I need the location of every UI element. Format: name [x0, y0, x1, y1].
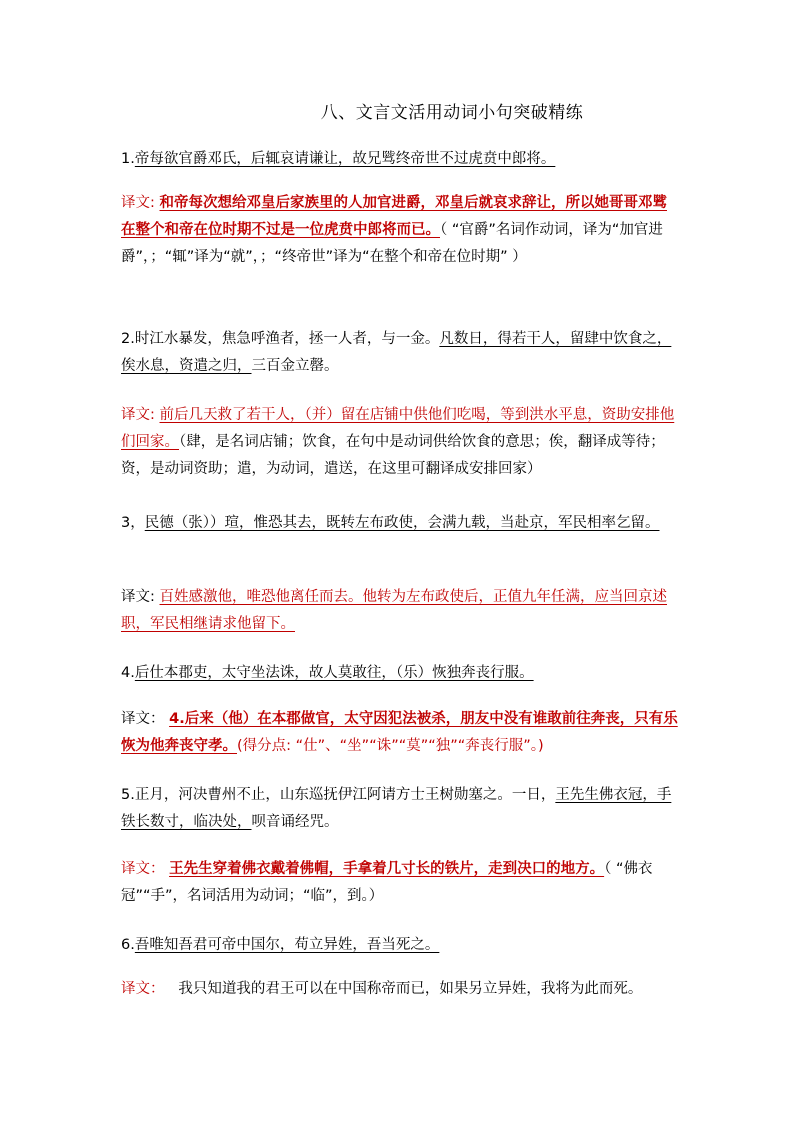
translation-label: 译文: — [121, 195, 155, 211]
translation-note: （肆，是名词店铺；饮食，在句中是动词供给饮食的意思；俟，翻译成等待；资，是动词资助；遣，为动词，遣送，在这里可翻译成安排回家） — [121, 434, 665, 477]
item-2-question — [121, 326, 681, 380]
translation-text: 前后几天救了若干人，（并）留在店铺中供他们吃喝，等到洪水平息，资助安排他们回家。 — [121, 407, 675, 450]
page-title: 八、文言文活用动词小句突破精练 — [320, 103, 584, 123]
item-number: 1. — [121, 151, 135, 167]
question-text: 帝每欲官爵邓氏，后辄哀请谦让，故兄骘终帝世不过虎贲中郎将。 — [134, 151, 556, 167]
item-1-question — [121, 146, 681, 173]
translation-text: 4.后来（他）在本郡做官，太守因犯法被杀，朋友中没有谁敢前往奔丧，只有乐恢为他奔丧守孝。 — [121, 711, 678, 754]
question-text-a: 正月，河决曹州不止，山东巡抚伊江阿请方士王树勋塞之。一日， — [134, 787, 556, 803]
question-text-b: 王先生佛衣冠，手铁长数寸，临决处， — [121, 787, 672, 830]
item-4-translation — [121, 706, 681, 760]
question-text-c: 呗音诵经咒。 — [251, 814, 339, 830]
question-text-b: 凡数日，得若干人，留肆中饮食之，俟水息，资遣之归， — [121, 331, 672, 374]
translation-text: 和帝每次想给邓皇后家族里的人加官进爵，邓皇后就哀求辞让，所以她哥哥邓骘在整个和帝在位时期不过是一位虎贲中郎将而已。 — [121, 195, 667, 238]
translation-label: 译文: — [121, 407, 155, 423]
translation-label: 译文： — [121, 861, 165, 877]
item-number: 5. — [121, 787, 135, 803]
translation-text: 我只知道我的君王可以在中国称帝而已，如果另立异姓，我将为此而死。 — [178, 981, 643, 997]
item-number: 3， — [121, 515, 145, 531]
item-4-question — [121, 660, 681, 687]
question-text: 吾唯知吾君可帝中国尔，苟立异姓，吾当死之。 — [134, 937, 440, 953]
item-3-translation — [121, 584, 681, 638]
translation-note: (得分点: “仕”、“坐”“诛”“莫”“独”“奔丧行服”。) — [237, 738, 544, 754]
item-5-translation — [121, 856, 681, 910]
translation-text: 百姓感激他，唯恐他离任而去。他转为左布政使后，正值九年任满，应当回京述职，军民相继请求他留下。 — [121, 589, 667, 632]
translation-label: 译文: — [121, 589, 155, 605]
item-1-translation — [121, 190, 681, 271]
question-text: 民德（张））瑄，惟恐其去，既转左布政使，会满九载，当赴京，军民相率乞留。 — [144, 515, 660, 531]
translation-label: 译文： — [121, 711, 165, 727]
translation-note: （ “佛衣冠”“手”，名词活用为动词；“临”，到。） — [121, 861, 653, 904]
item-5-question — [121, 782, 681, 836]
translation-note: （ “官爵”名词作动词，译为“加官进爵”，；“辄”译为“就”，；“终帝世”译为“在整个和帝在位时期” ） — [121, 222, 663, 265]
item-2-translation — [121, 402, 681, 483]
item-number: 6. — [121, 937, 135, 953]
question-text-a: 时江水暴发，焦急呼渔者，拯一人者，与一金。 — [134, 331, 440, 347]
question-text-c: 三百金立罄。 — [251, 358, 339, 374]
translation-text: 王先生穿着佛衣戴着佛帽，手拿着几寸长的铁片，走到决口的地方。 — [169, 861, 605, 877]
item-number: 4. — [121, 665, 135, 681]
item-3-question — [121, 510, 681, 537]
item-6-question — [121, 932, 681, 959]
item-number: 2. — [121, 331, 135, 347]
question-text: 后仕本郡吏，太守坐法诛，故人莫敢往，（乐）恢独奔丧行服。 — [134, 665, 534, 681]
item-6-translation — [121, 976, 681, 1003]
translation-label: 译文： — [121, 981, 165, 997]
